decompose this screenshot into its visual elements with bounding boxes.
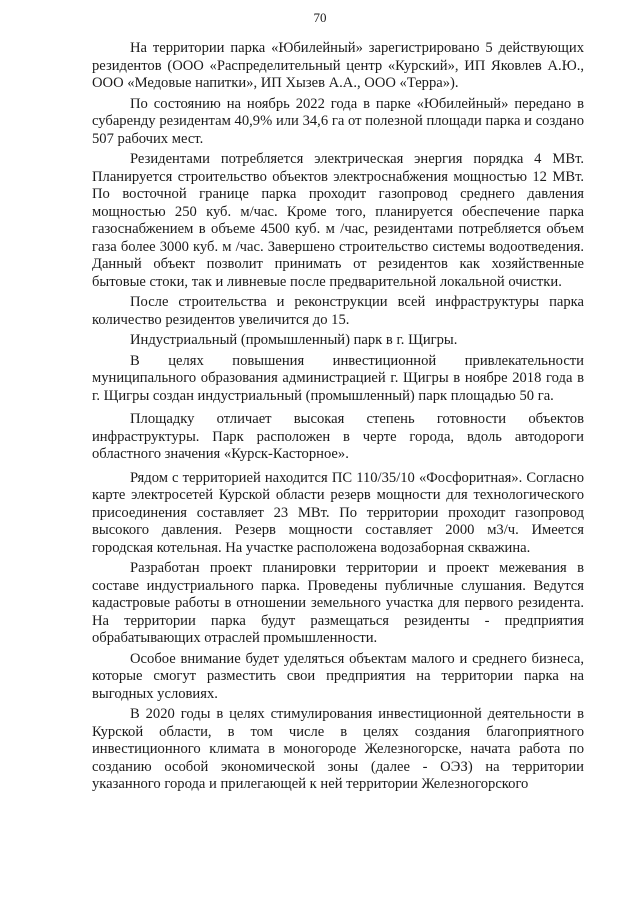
section-heading: Индустриальный (промышленный) парк в г. Щигры. <box>130 332 458 348</box>
paragraph: Особое внимание будет уделяться объектам малого и среднего бизнеса, которые смогут разместить свои предприятия на территории парка на выгодных условиях. <box>92 650 584 702</box>
paragraph: Резидентами потребляется электрическая энергия порядка 4 МВт. Планируется строительство объектов электроснабжения мощностью 12 МВт. По восточной границе парка проходит газопровод среднего давления мощностью 250 куб. м/час. Кроме того, планируется обеспечение парка газоснабжением в объеме 4500 куб. м /час, резидентами потребляется объем газа более 3000 куб. м /час. Завершено строительство системы водоотведения. Данный объект позволит принимать от резидентов как хозяйственные бытовые стоки, так и ливневые после предварительной локальной очистки. <box>92 151 584 290</box>
paragraph: Площадку отличает высокая степень готовности объектов инфраструктуры. Парк расположен в черте города, вдоль автодороги областного значения «Курск-Касторное». <box>92 411 584 462</box>
paragraph: В 2020 годы в целях стимулирования инвестиционной деятельности в Курской области, в том числе в целях создания благоприятного инвестиционного климата в моногороде Железногорске, начата работа по созданию особой экономической зоны (далее - ОЭЗ) на территории указанного города и прилегающей к ней территории Железногорского <box>92 706 584 792</box>
paragraph: На территории парка «Юбилейный» зарегистрировано 5 действующих резидентов (ООО «Распределительный центр «Курский», ИП Яковлев А.Ю., ООО «Медовые напитки», ИП Хызев А.А., ООО «Терра»). <box>92 40 584 91</box>
document-body <box>92 40 584 797</box>
paragraph: После строительства и реконструкции всей инфраструктуры парка количество резидентов увеличится до 15. <box>92 294 584 328</box>
paragraph: Рядом с территорией находится ПС 110/35/10 «Фосфоритная». Согласно карте электросетей Курской области резерв мощности для технологического присоединения составляет 23 МВт. По территории проходит газопровод высокого давления. Резерв мощности составляет 2000 м3/ч. Имеется городская котельная. На участке расположена водозаборная скважина. <box>92 469 584 556</box>
paragraph: Разработан проект планировки территории и проект межевания в составе индустриального парка. Проведены публичные слушания. Ведутся кадастровые работы в отношении земельного участка для первого резидента. На территории парка будут размещаться резиденты - предприятия обрабатывающих отраслей промышленности. <box>92 560 584 646</box>
page-number: 70 <box>313 10 327 25</box>
paragraph: В целях повышения инвестиционной привлекательности муниципального образования администрацией г. Щигры в ноябре 2018 года в г. Щигры создан индустриальный (промышленный) парк площадью 50 га. <box>92 352 584 404</box>
paragraph: По состоянию на ноябрь 2022 года в парке «Юбилейный» передано в субаренду резидентам 40,9% или 34,6 га от полезной площади парка и создано 507 рабочих мест. <box>92 95 584 147</box>
